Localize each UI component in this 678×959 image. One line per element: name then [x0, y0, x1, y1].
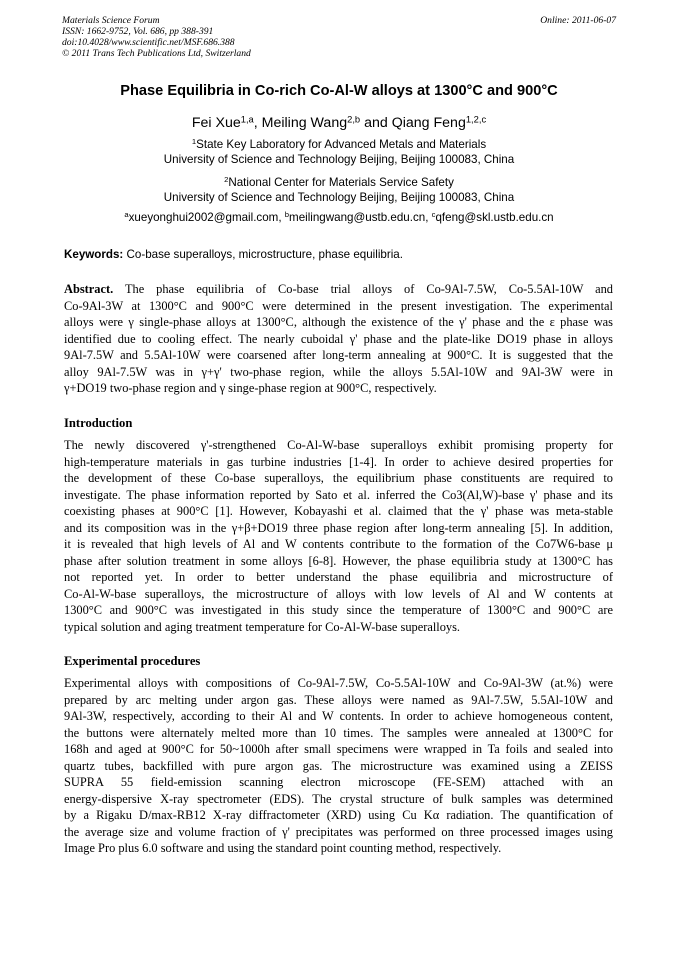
doi-line: doi:10.4028/www.scientific.net/MSF.686.388	[62, 37, 235, 48]
section-heading-introduction: Introduction	[64, 416, 133, 430]
author-name: Meiling Wang	[261, 115, 348, 131]
author-name: Fei Xue	[191, 115, 241, 131]
body-line: the development of these Co-base superalloys, the equilibrium phase constituents are required to	[64, 471, 613, 485]
body-line: and its composition was in the γ+β+DO19 three phase region after long-term annealing [5]. In addition,	[64, 520, 613, 535]
body-line: 9Al-3W, respectively, according to their Al and W contents. In order to achieve homogeneous content,	[64, 709, 613, 723]
copyright-line: © 2011 Trans Tech Publications Ltd, Switzerland	[62, 48, 251, 59]
body-line: quartz tubes, backfilled with pure argon gas. The microstructure was examined using a ZEISS	[64, 758, 613, 773]
keywords-text: Co-base superalloys, microstructure, phase equilibria.	[126, 248, 403, 261]
body-line: high-temperature materials in gas turbine industries [1-4]. In order to achieve desired properties for	[64, 454, 613, 469]
body-line: the average size and volume fraction of γ' precipitates was performed on three processed images using	[64, 824, 613, 839]
affiliation	[0, 176, 678, 205]
abstract-text: The phase equilibria of Co-base trial alloys of Co-9Al-7.5W, Co-5.5Al-10W and	[124, 282, 614, 296]
affiliation-line: National Center for Materials Service Safety	[228, 176, 454, 189]
experimental-paragraph	[64, 675, 613, 857]
abstract-line: identified due to cooling effect. The nearly cuboidal γ' phase and the plate-like DO19 phase in alloys	[64, 331, 613, 346]
email-link[interactable]: meilingwang@ustb.edu.cn	[289, 211, 426, 224]
body-line: energy-dispersive X-ray spectrometer (EDS). The crystal structure of bulk samples was determined	[64, 791, 613, 806]
journal-metadata	[62, 15, 251, 59]
body-line: investigate. The phase information reported by Sato et al. inferred the Co3(Al,W)-base γ' phase and its	[64, 487, 613, 502]
body-line: typical solution and aging treatment temperature for Co-Al-W-base superalloys.	[64, 619, 461, 634]
body-line: by a Rigaku D/max-RB12 X-ray diffractometer (XRD) using Cu Kα radiation. The quantification of	[64, 808, 613, 822]
affiliation-line: University of Science and Technology Beijing, Beijing 100083, China	[163, 190, 515, 204]
abstract-line: γ+DO19 two-phase region and γ singe-phase region at 900°C, respectively.	[64, 381, 437, 395]
abstract-line	[64, 281, 613, 298]
body-line: The newly discovered γ'-strengthened Co-Al-W-base superalloys exhibit promising property for	[64, 438, 613, 452]
body-line: SUPRA 55 field-emission scanning electron microscope (FE-SEM) attached with an	[64, 775, 613, 789]
author-conjunction: and	[364, 115, 388, 131]
body-line: it is revealed that high levels of Al and W contents contribute to the formation of the Co7W6-base μ	[64, 537, 613, 551]
keywords-label: Keywords:	[64, 248, 124, 261]
keywords	[64, 248, 403, 261]
journal-name: Materials Science Forum	[62, 15, 160, 26]
body-line: prepared by arc melting under argon gas. These alloys were named as 9Al-7.5W, 5.5Al-10W and	[64, 692, 613, 707]
abstract-line: alloys were γ single-phase alloys at 1300°C, although the existence of the γ' phase and the ε phase was	[64, 315, 613, 329]
author-name: Qiang Feng	[391, 115, 466, 131]
section-heading-experimental: Experimental procedures	[64, 654, 201, 668]
affiliation-mark: 1	[191, 137, 197, 147]
body-line: the buttons were alternately melted more than 10 times. The samples were annealed at 1300°C for	[64, 725, 613, 740]
author-list	[0, 115, 678, 131]
abstract-line: 9Al-7.5W and 5.5Al-10W were coarsened after long-term annealing at 900°C. It is suggested that the	[64, 348, 613, 362]
body-line: 168h and aged at 900°C for 50~1000h after small specimens were wrapped in Ta foils and sealed into	[64, 742, 613, 756]
abstract-paragraph	[64, 281, 613, 397]
abstract-line: Co-9Al-3W at 1300°C and 900°C were determined in the present investigation. The experimental	[64, 298, 613, 313]
body-line: not reported yet. In order to better understand the phase equilibria and microstructure of	[64, 570, 613, 584]
affiliation-mark: 2	[224, 175, 229, 185]
email-list: $^a$xueyonghui2002@gmail.com, $^b$meilingwang@ustb.edu.cn, $^c$qfeng@skl.ustb.edu.cn	[124, 210, 554, 224]
abstract-line: alloy 9Al-7.5W was in γ+γ' two-phase region, while the alloys 5.5Al-10W and 9Al-3W were in	[64, 364, 613, 379]
paper-title: Phase Equilibria in Co-rich Co-Al-W alloys at 1300°C and 900°C	[120, 83, 558, 99]
introduction-paragraph	[64, 437, 613, 635]
author-affiliation-mark: 1,2,c	[465, 114, 487, 125]
body-line: Experimental alloys with compositions of Co-9Al-7.5W, Co-5.5Al-10W and Co-9Al-3W (at.%) were	[64, 676, 613, 690]
body-line: coexisting phases at 900°C [1]. However, Kobayashi et al. claimed that the γ' phase was meta-stable	[64, 504, 613, 518]
email-mark: b	[284, 210, 290, 220]
issn-line: ISSN: 1662-9752, Vol. 686, pp 388-391	[62, 26, 214, 37]
author-affiliation-mark: 2,b	[347, 114, 361, 125]
email-mark: a	[124, 210, 129, 220]
email-link[interactable]: xueyonghui2002@gmail.com	[128, 211, 279, 224]
affiliation-line: State Key Laboratory for Advanced Metals and Materials	[196, 138, 487, 151]
author-affiliation-mark: 1,a	[240, 114, 254, 125]
affiliation-line: University of Science and Technology Beijing, Beijing 100083, China	[163, 152, 515, 166]
body-line: 1300°C and 900°C was investigated in this study since the temperature of 1300°C and 900°C are	[64, 603, 613, 617]
abstract-label: Abstract.	[64, 282, 114, 296]
email-mark: c	[431, 210, 436, 220]
author-separator: ,	[253, 115, 258, 131]
body-line: Co-Al-W-base superalloys, the microstructure of alloys with low levels of Al and W contents at	[64, 586, 613, 601]
online-date: Online: 2011-06-07	[540, 15, 616, 26]
affiliation	[0, 138, 678, 167]
email-link[interactable]: qfeng@skl.ustb.edu.cn	[435, 211, 554, 224]
body-line: phase after solution treatment in some alloys [6-8]. However, the phase equilibria study at 1300°C has	[64, 553, 613, 568]
body-line: Image Pro plus 6.0 software and using the standard point counting method, respectively.	[64, 841, 502, 855]
